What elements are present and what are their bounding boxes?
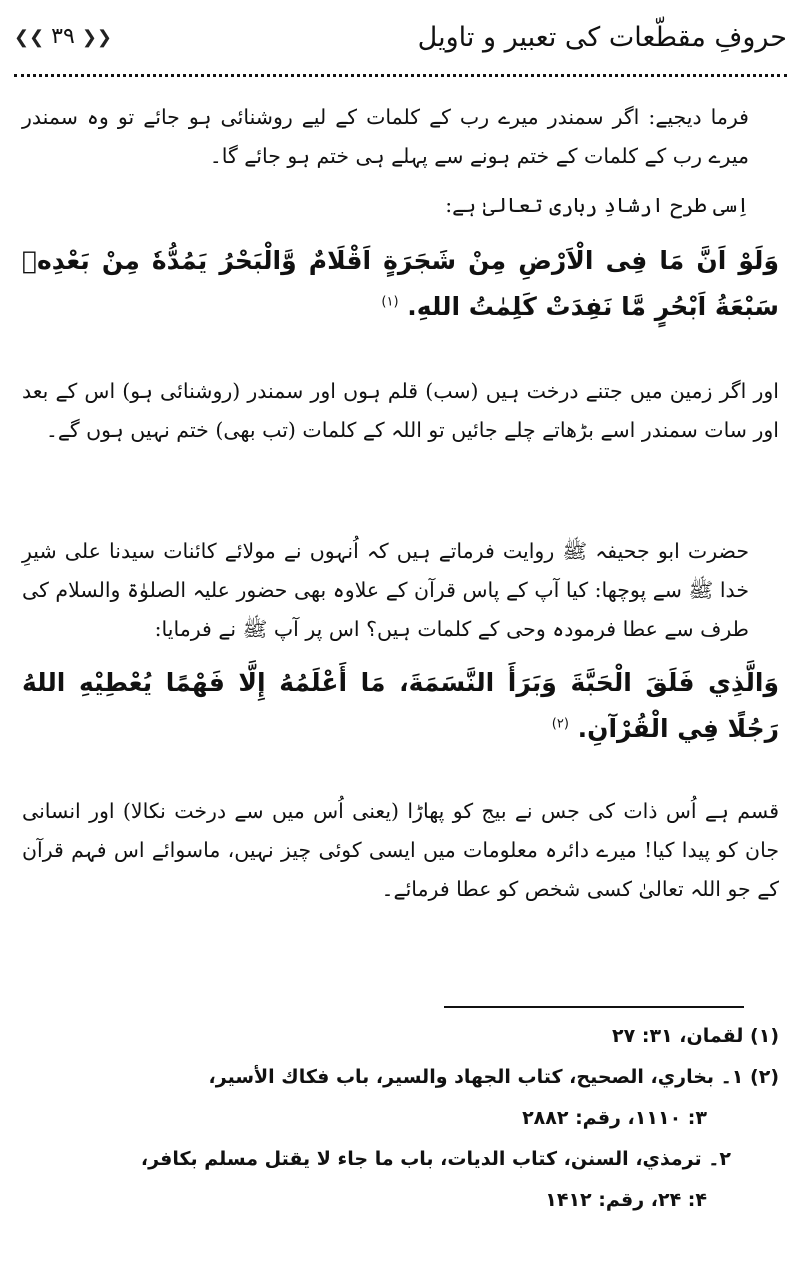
hadith-footnote-ref: (۲)	[551, 716, 569, 732]
ornament-left-icon: ❮❮	[14, 27, 45, 48]
page-number-value: ۳۹	[51, 24, 75, 49]
footnote-divider	[444, 1006, 744, 1008]
hadith-arabic	[22, 660, 779, 752]
footnote-2-item-2-ref: ۴: ۲۴، رقم: ۱۴۱۲	[545, 1189, 707, 1211]
footnotes	[22, 1016, 779, 1221]
paragraph-4: حضرت ابو جحیفہ ﷺ روایت فرماتے ہیں کہ اُنہوں نے مولائے کائنات سیدنا علی شیرِ خدا ﷺ سے پوچھا: کیا آپ کے پاس قرآن کے علاوہ بھی حضور علیہ الصلوٰۃ والسلام کی طرف سے عطا فرمودہ وحی کے کلمات ہیں؟ اس پر آپ ﷺ نے فرمایا:	[22, 539, 749, 641]
footnote-2-item-1: (۲) ۱۔ بخاري، الصحيح، كتاب الجهاد والسير، باب فكاك الأسير،	[208, 1066, 779, 1088]
footnote-1: (۱) لقمان، ۳۱: ۲۷	[612, 1025, 779, 1047]
ayah-footnote-ref: (۱)	[381, 294, 399, 310]
ornament-right-icon: ❯❯	[81, 27, 112, 48]
hadith-translation: قسم ہے اُس ذات کی جس نے بیج کو پھاڑا (یعنی اُس میں سے درخت نکالا) اور انسانی جان کو پیدا کیا! میرے دائرہ معلومات میں ایسی کوئی چیز نہیں، ماسوائے اس فہم قرآن کے جو اللہ تعالیٰ کسی شخص کو عطا فرمائے۔	[22, 799, 779, 901]
quran-ayah	[22, 238, 779, 330]
header-divider	[14, 74, 787, 77]
footnote-2-item-2: ۲۔ ترمذي، السنن، كتاب الديات، باب ما جاء لا يقتل مسلم بكافر،	[140, 1148, 731, 1170]
hadith-text: وَالَّذِي فَلَقَ الْحَبَّةَ وَبَرَأَ النَّسَمَةَ، مَا أَعْلَمُهُ إِلَّا فَهْمًا يُعْطِيْهِ اللهُ رَجُلًا فِي الْقُرْآنِ.	[22, 668, 779, 743]
paragraph-2: اِسی طرح ارشادِ رباری تعالیٰ ہے:	[445, 193, 749, 217]
running-title: حروفِ مقطّعات کی تعبیر و تاویل	[417, 22, 787, 53]
footnote-2-item-1-ref: ۳: ۱۱۱۰، رقم: ۲۸۸۲	[522, 1107, 707, 1129]
ayah-translation: اور اگر زمین میں جتنے درخت ہیں (سب) قلم ہوں اور سمندر (روشنائی ہو) اس کے بعد اور سات سمندر اسے بڑھاتے چلے جائیں تو اللہ کے کلمات (تب بھی) ختم نہیں ہوں گے۔	[22, 379, 779, 442]
page-header	[14, 20, 787, 72]
paragraph-1: فرما دیجیے: اگر سمندر میرے رب کے کلمات کے لیے روشنائی ہو جائے تو وہ سمندر میرے رب کے کلمات کے ختم ہونے سے پہلے ہی ختم ہو جائے گا۔	[22, 105, 749, 168]
ayah-text: وَلَوْ اَنَّ مَا فِی الْاَرْضِ مِنْ شَجَرَةٍ اَقْلَامٌ وَّالْبَحْرُ يَمُدُّهٗ مِنْ بَعْدِهٖ سَبْعَةُ اَبْحُرٍ مَّا نَفِدَتْ كَلِمٰتُ اللهِ.	[22, 246, 779, 321]
page-number	[14, 24, 112, 49]
